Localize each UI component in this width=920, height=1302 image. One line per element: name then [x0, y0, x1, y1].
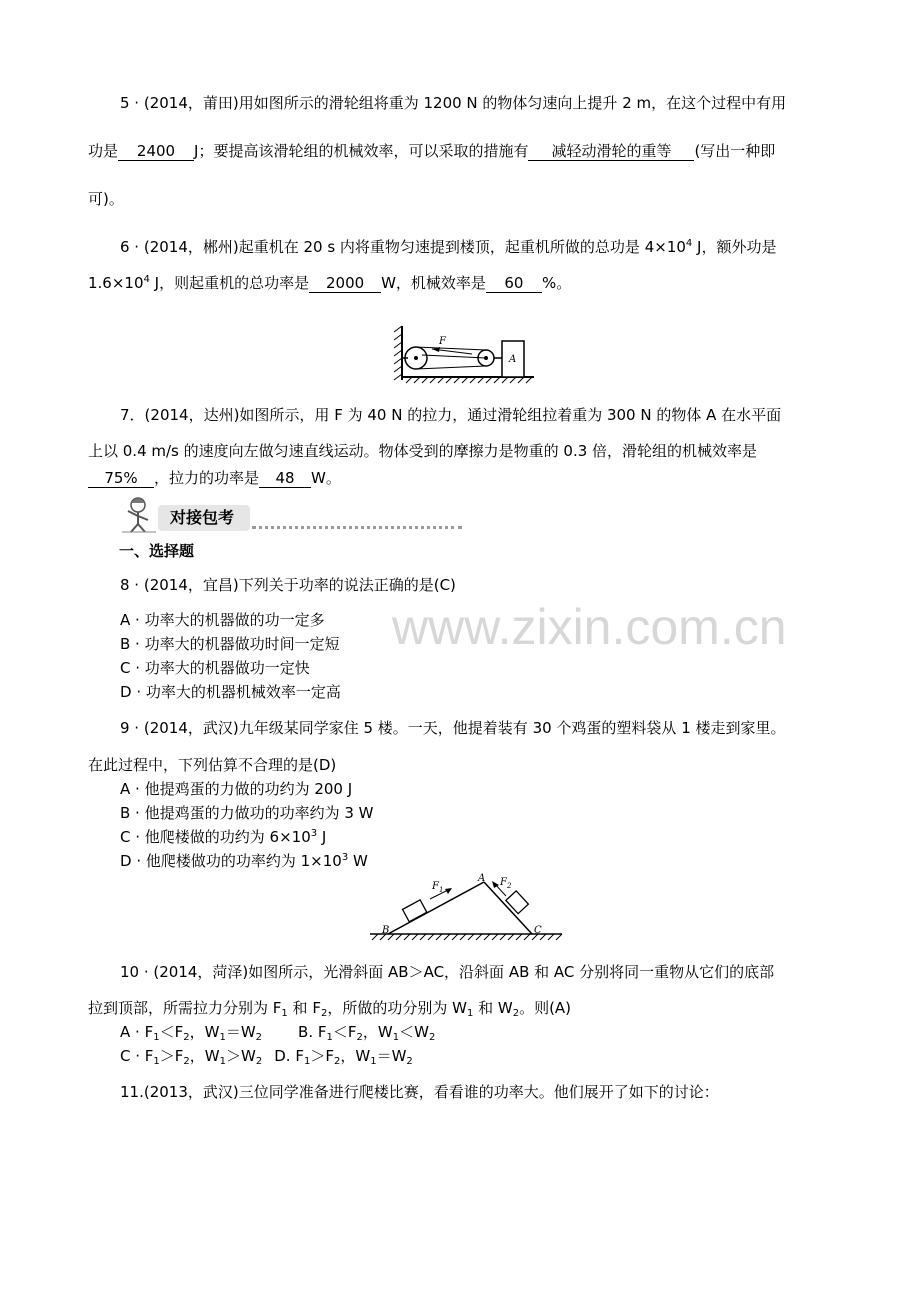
q8-option-c: C · 功率大的机器做功一定快 [120, 659, 310, 677]
q10-option-a: $A \cdot F_1<F_2$，$W_1=W_2$ [120, 1023, 263, 1043]
fig10-label-F1 [431, 881, 443, 894]
section-title: 一、选择题 [119, 542, 195, 560]
q8-option-b: B · 功率大的机器做功时间一定短 [120, 635, 340, 653]
fig10-label-C: C [534, 925, 542, 936]
q9-text: J [317, 828, 327, 846]
banner-title: 对接包考 [158, 505, 250, 531]
fig10-label-F2 [499, 877, 512, 890]
q6-text: J，则起重机的总功率是 [149, 274, 310, 292]
q6-answer-efficiency: 60 [486, 274, 542, 293]
q10-subscript: 2 [512, 1008, 520, 1019]
q8-option-d: D · 功率大的机器机械效率一定高 [120, 683, 341, 701]
q7-line2: 上以 0.4 m/s 的速度向左做匀速直线运动。物体受到的摩擦力是物重的 0.3 倍，滑轮组的机械效率是 [88, 442, 758, 460]
fig10-F1-letter: F [432, 881, 439, 892]
q10-text: 和 F [287, 999, 321, 1017]
q6-line2 [88, 273, 571, 293]
mascot-icon [118, 494, 158, 534]
q6-text: W，机械效率是 [381, 274, 486, 292]
q10-option-b: B. $F_1<F_2$，$W_1<W_2$ [298, 1023, 436, 1043]
q10-subscript: 1 [281, 1008, 288, 1019]
q5-text: 功是 [88, 142, 119, 160]
q6-exponent: 4 [685, 238, 693, 249]
q5-text: J；要提高该滑轮组的机械效率，可以采取的措施有 [194, 142, 529, 160]
q10-line1: 10 · (2014，菏泽)如图所示，光滑斜面 AB＞AC，沿斜面 AB 和 AC 分别将同一重物从它们的底部 [120, 963, 775, 981]
q10-line2 [88, 998, 571, 1018]
q10-options-ab [120, 1022, 435, 1042]
q10-text: ，所做的功分别为 W [327, 999, 467, 1017]
q5-line1: 5 · (2014，莆田)用如图所示的滑轮组将重为 1200 N 的物体匀速向上提升 2 m，在这个过程中有用 [120, 94, 787, 112]
q10-options-cd [120, 1046, 413, 1066]
fig7-label-F: F [439, 336, 446, 347]
q6-text: %。 [541, 274, 572, 292]
q7-line3 [88, 468, 341, 488]
q9-exponent: 3 [310, 828, 318, 839]
fig10-label-A: A [478, 873, 486, 884]
q5-line3: 可)。 [88, 190, 124, 208]
q9-line1: 9 · (2014，武汉)九年级某同学家住 5 楼。一天，他提着装有 30 个鸡蛋的塑料袋从 1 楼走到家里。 [120, 719, 786, 737]
q9-text: C · 他爬楼做的功约为 6×10 [120, 828, 311, 846]
banner-divider [252, 526, 462, 529]
q5-answer-measure: 减轻动滑轮的重等 [528, 142, 694, 161]
q10-text: 和 W [473, 999, 513, 1017]
q9-option-c [120, 827, 326, 847]
incline-figure [366, 872, 566, 942]
q9-option-b: B · 他提鸡蛋的力做功的功率约为 3 W [120, 804, 374, 822]
q7-text: W。 [311, 469, 341, 487]
q9-line2: 在此过程中，下列估算不合理的是(D) [88, 756, 337, 774]
q6-text: J，额外功是 [692, 238, 777, 256]
q7-answer-power: 48 [259, 469, 311, 488]
q10-option-d: D. $F_1>F_2$，$W_1=W_2$ [274, 1047, 413, 1067]
q9-exponent: 3 [341, 852, 349, 863]
q10-text: 。则(A) [519, 999, 572, 1017]
q6-answer-power: 2000 [309, 274, 381, 293]
q6-text: 1.6×10 [88, 274, 144, 292]
fig7-label-A: A [509, 354, 517, 365]
q5-text: (写出一种即 [694, 142, 776, 160]
q6-exponent: 4 [143, 274, 150, 285]
q9-text: D · 他爬楼做功的功率约为 1×10 [120, 852, 342, 870]
q7-text: ，拉力的功率是 [154, 469, 260, 487]
q9-option-a: A · 他提鸡蛋的力做的功约为 200 J [120, 780, 353, 798]
fig10-label-B: B [382, 925, 390, 936]
q9-text: W [348, 852, 368, 870]
q11-line1: 11.(2013，武汉)三位同学准备进行爬楼比赛，看看谁的功率大。他们展开了如下的讨论： [120, 1083, 719, 1101]
q6-text: 6 · (2014，郴州)起重机在 20 s 内将重物匀速提到楼顶，起重机所做的总功是 4×10 [120, 238, 686, 256]
q10-subscript: 2 [320, 1008, 328, 1019]
q8-option-a: A · 功率大的机器做的功一定多 [120, 611, 325, 629]
q5-line2 [88, 141, 775, 161]
q10-text: 拉到顶部，所需拉力分别为 F [88, 999, 282, 1017]
q7-answer-efficiency: 75% [88, 469, 154, 488]
q10-subscript: 1 [466, 1008, 474, 1019]
q6-line1 [120, 237, 776, 257]
q8-stem: 8 · (2014，宜昌)下列关于功率的说法正确的是(C) [120, 576, 456, 594]
pulley-figure [392, 322, 540, 384]
q7-line1: 7．(2014，达州)如图所示，用 F 为 40 N 的拉力，通过滑轮组拉着重为 300 N 的物体 A 在水平面 [120, 406, 782, 424]
fig10-F2-subscript: 2 [506, 882, 512, 890]
watermark: www.zixin.com.cn [392, 599, 787, 655]
q10-option-c: $C \cdot F_1>F_2$，$W_1>W_2$ [120, 1047, 263, 1067]
fig10-F2-letter: F [500, 877, 507, 888]
fig10-F1-subscript: 1 [438, 886, 444, 894]
q9-option-d [120, 851, 368, 871]
q5-answer-useful-work: 2400 [118, 142, 194, 161]
